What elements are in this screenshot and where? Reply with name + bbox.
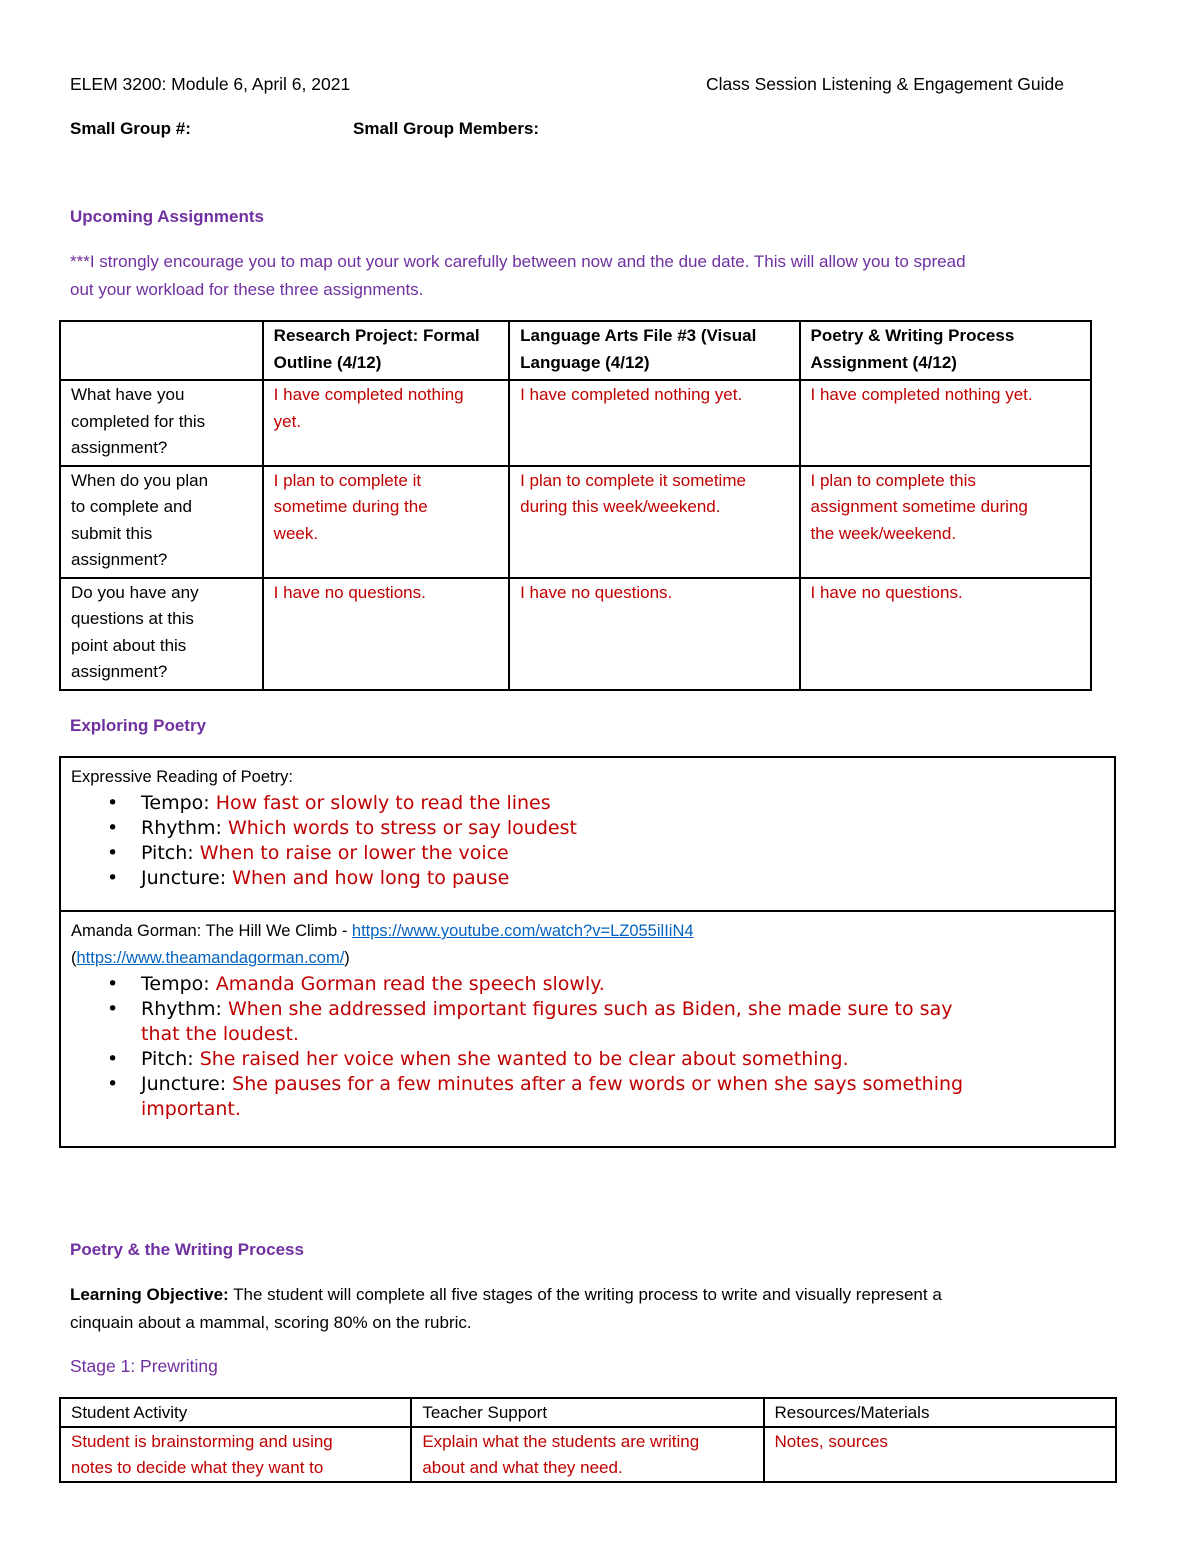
column-header-resources: Resources/Materials — [764, 1398, 1116, 1427]
table-row — [60, 380, 1091, 466]
bullet-icon: • — [107, 792, 119, 814]
upcoming-note-line: out your workload for these three assignments. — [70, 280, 424, 299]
amanda-gorman-title: Amanda Gorman: The Hill We Climb - https://www.youtube.com/watch?v=LZ055ilIiN4 (https://www.theamandagorman.com/) — [71, 922, 694, 967]
answer-cell: I have completed nothing yet. — [800, 380, 1091, 466]
answer-cell: I have no questions. — [509, 578, 799, 690]
row-question: Do you have any questions at this point about this assignment? — [60, 578, 263, 690]
amanda-gorman-box — [59, 910, 1116, 1148]
learning-objective-label: Learning Objective: — [70, 1285, 229, 1304]
list-item: • Juncture: When and how long to pause — [107, 867, 510, 889]
expressive-reading-box — [59, 756, 1116, 912]
answer-cell: I plan to complete it sometime during the week. — [263, 466, 509, 578]
bullet-icon: • — [107, 867, 119, 889]
answer-cell: I plan to complete it sometime during this week/weekend. — [509, 466, 799, 578]
column-header-language-arts-file: Language Arts File #3 (Visual Language (4/12) — [509, 321, 799, 380]
column-header-research-project: Research Project: Formal Outline (4/12) — [263, 321, 509, 380]
bullet-icon: • — [107, 817, 119, 839]
bullet-icon: • — [107, 1073, 119, 1095]
exploring-poetry-heading: Exploring Poetry — [70, 716, 207, 735]
stage-1-heading: Stage 1: Prewriting — [70, 1356, 218, 1376]
column-header-poetry-writing: Poetry & Writing Process Assignment (4/12) — [800, 321, 1091, 380]
small-group-members-label: Small Group Members: — [353, 119, 540, 138]
bullet-icon: • — [107, 842, 119, 864]
row-question: When do you plan to complete and submit this assignment? — [60, 466, 263, 578]
answer-cell: I have completed nothing yet. — [263, 380, 509, 466]
student-activity-cell: Student is brainstorming and using notes to decide what they want to — [60, 1427, 411, 1482]
list-item: • Rhythm: Which words to stress or say loudest — [107, 817, 577, 839]
upcoming-assignments-heading: Upcoming Assignments — [70, 207, 264, 226]
answer-cell: I plan to complete this assignment sometime during the week/weekend. — [800, 466, 1091, 578]
writing-process-heading: Poetry & the Writing Process — [70, 1240, 304, 1259]
assignments-table — [59, 320, 1092, 691]
list-item: • Rhythm: When she addressed important figures such as Biden, she made sure to say that the loudest. — [107, 998, 953, 1045]
list-item: • Juncture: She pauses for a few minutes after a few words or when she says something important. — [107, 1073, 964, 1120]
table-corner-cell — [60, 321, 263, 380]
table-header-row — [60, 321, 1091, 380]
answer-cell: I have completed nothing yet. — [509, 380, 799, 466]
upcoming-note-line: ***I strongly encourage you to map out your work carefully between now and the due date. This will allow you to spread — [70, 252, 966, 271]
bullet-icon: • — [107, 973, 119, 995]
list-item: • Tempo: Amanda Gorman read the speech slowly. — [107, 973, 605, 995]
amanda-gorman-list — [61, 972, 1114, 1122]
resources-cell: Notes, sources — [764, 1427, 1116, 1482]
answer-cell: I have no questions. — [263, 578, 509, 690]
column-header-teacher-support: Teacher Support — [411, 1398, 763, 1427]
upcoming-note — [70, 248, 1150, 304]
learning-objective: Learning Objective: The student will complete all five stages of the writing process to write and visually represent a cinquain about a mammal, scoring 80% on the rubric. — [70, 1285, 942, 1332]
list-item: • Tempo: How fast or slowly to read the lines — [107, 792, 551, 814]
bullet-icon: • — [107, 998, 119, 1020]
row-question: What have you completed for this assignment? — [60, 380, 263, 466]
list-item: • Pitch: When to raise or lower the voice — [107, 842, 509, 864]
youtube-link[interactable]: https://www.youtube.com/watch?v=LZ055ilIiN4 — [351, 922, 694, 940]
list-item: • Pitch: She raised her voice when she wanted to be clear about something. — [107, 1048, 849, 1070]
expressive-reading-title: Expressive Reading of Poetry: — [71, 768, 293, 786]
prewriting-table — [59, 1397, 1117, 1483]
answer-cell: I have no questions. — [800, 578, 1091, 690]
amanda-gorman-website-link[interactable]: https://www.theamandagorman.com/ — [76, 949, 345, 967]
column-header-student-activity: Student Activity — [60, 1398, 411, 1427]
table-row — [60, 578, 1091, 690]
document-header-left: ELEM 3200: Module 6, April 6, 2021 — [70, 74, 351, 94]
bullet-icon: • — [107, 1048, 119, 1070]
table-row — [60, 466, 1091, 578]
table-row — [60, 1427, 1116, 1482]
document-header-right: Class Session Listening & Engagement Guide — [706, 74, 1064, 94]
teacher-support-cell: Explain what the students are writing about and what they need. — [411, 1427, 763, 1482]
expressive-reading-list — [61, 791, 1114, 891]
table-header-row — [60, 1398, 1116, 1427]
small-group-number-label: Small Group #: — [70, 119, 191, 138]
